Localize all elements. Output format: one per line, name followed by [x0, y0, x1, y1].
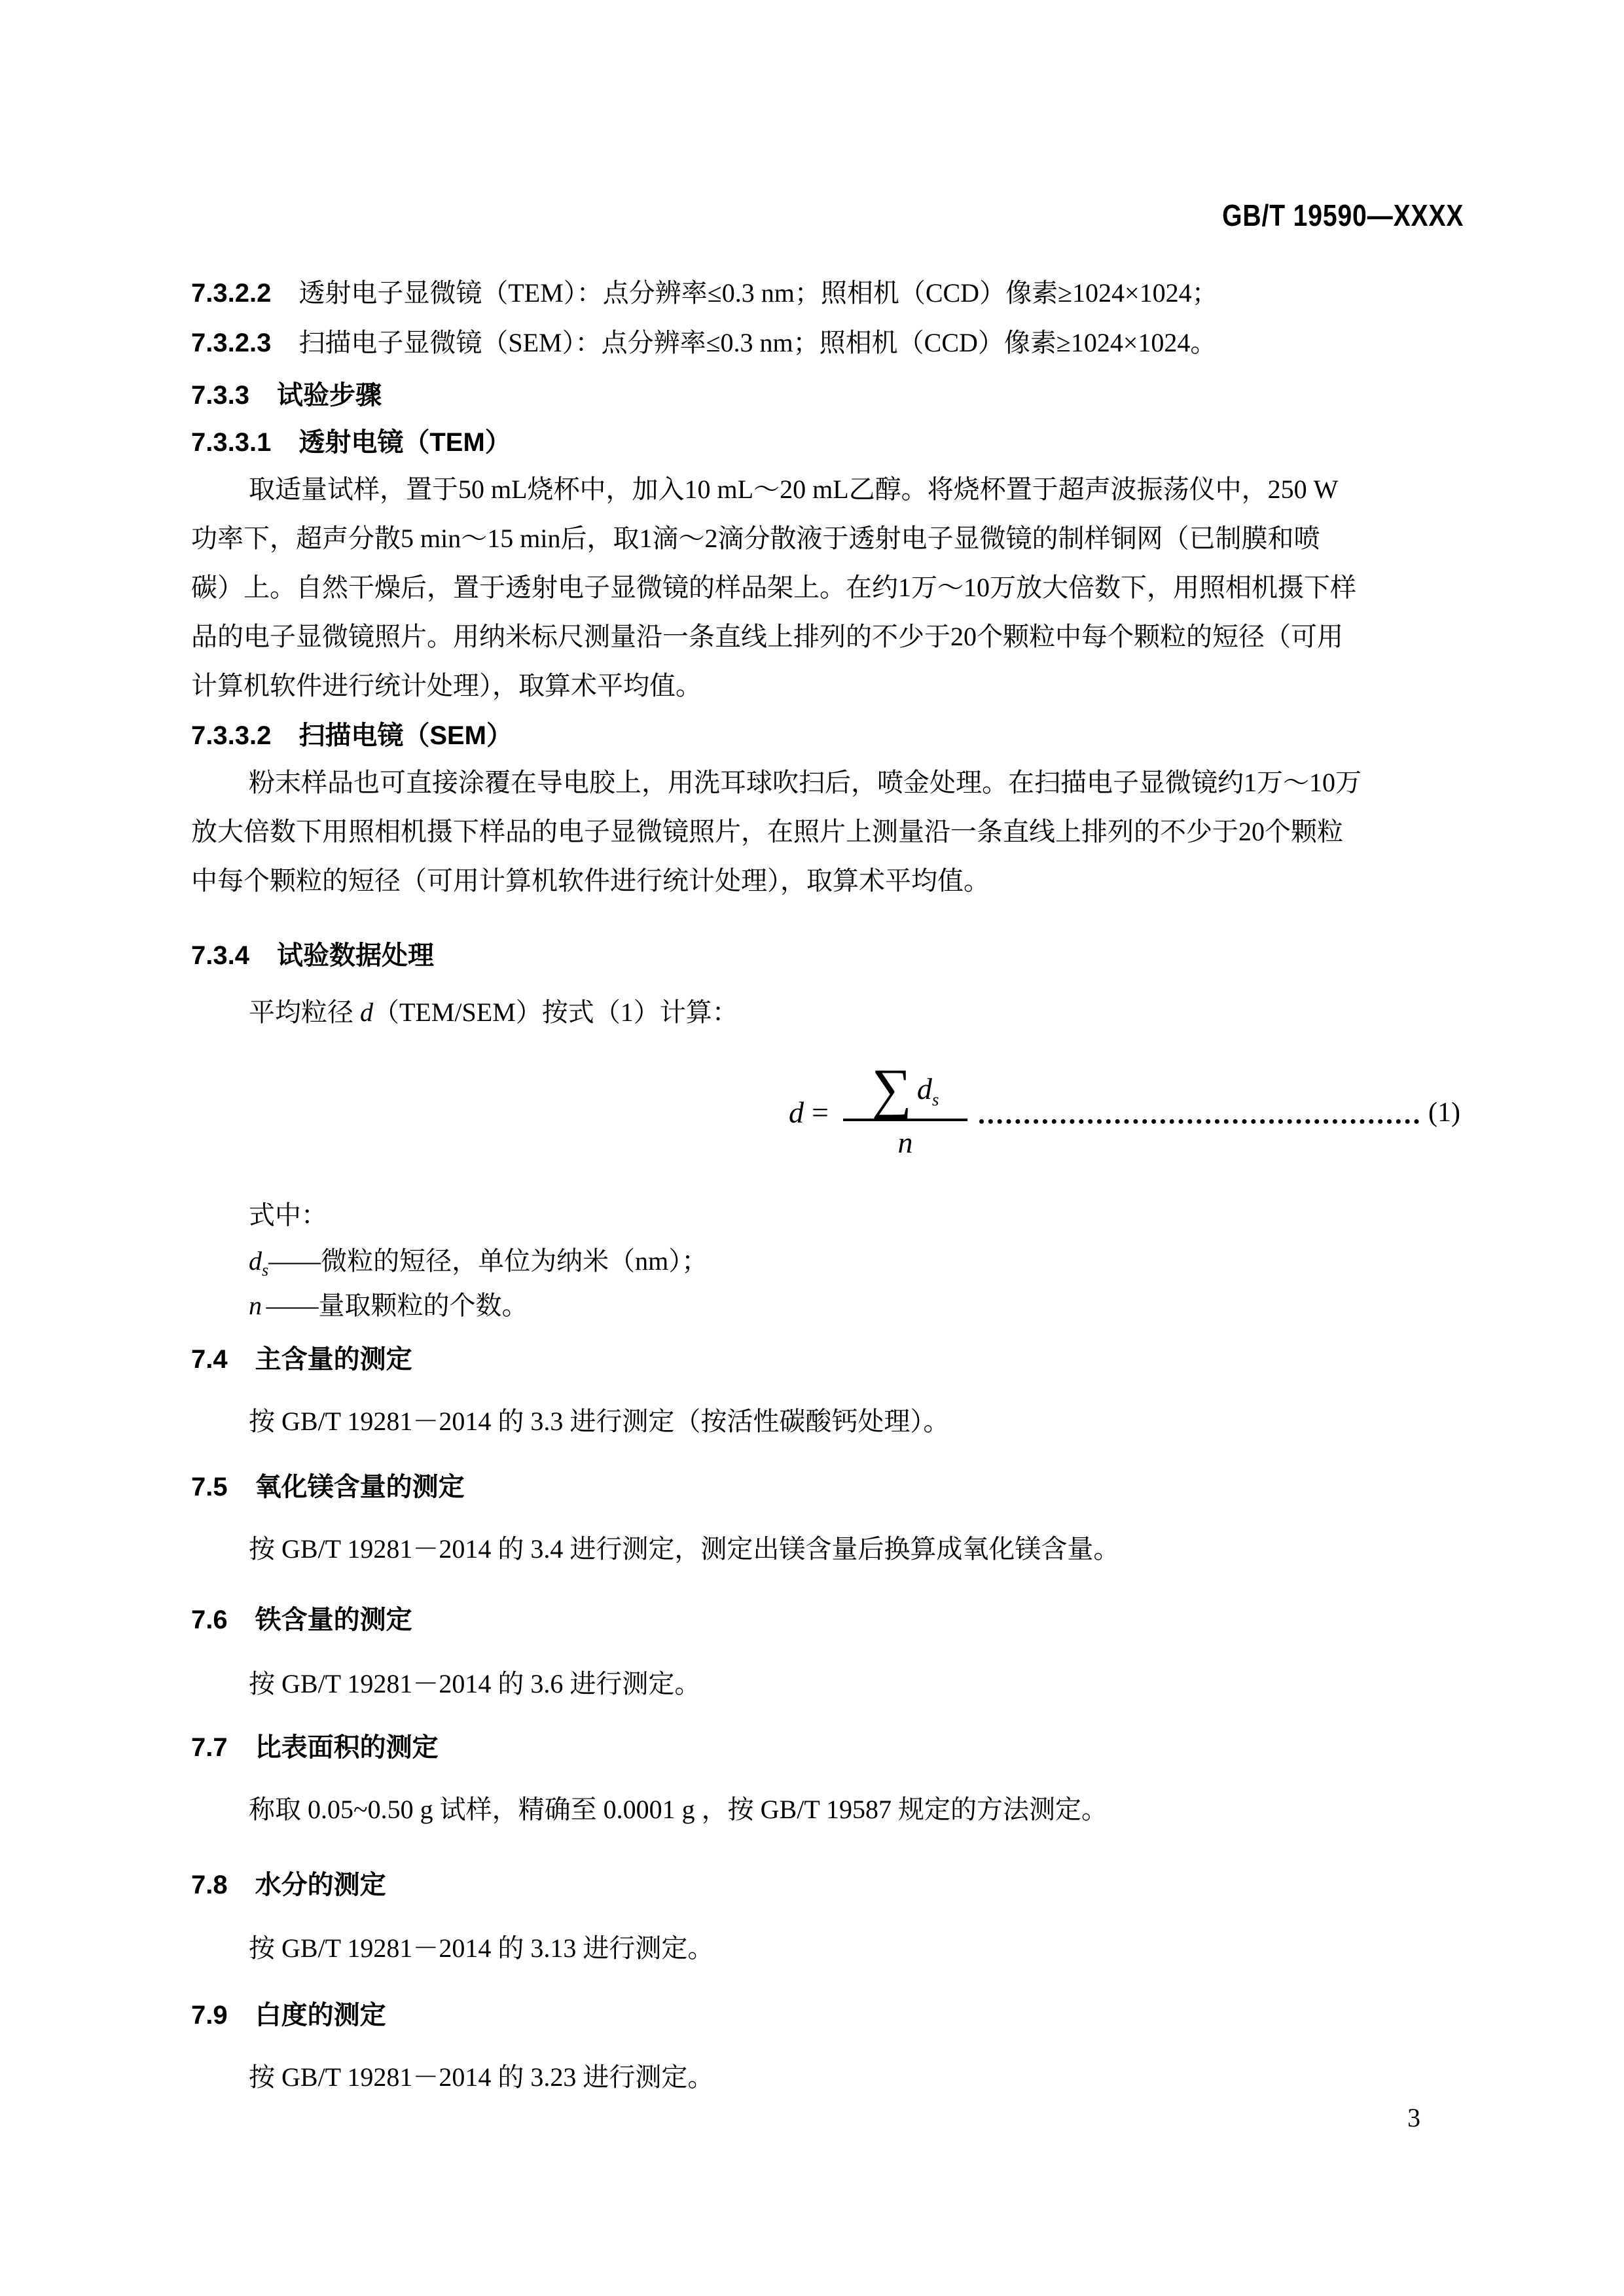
paragraph-line: 品的电子显微镜照片。用纳米标尺测量沿一条直线上排列的不少于20个颗粒中每个颗粒的短径（可用	[191, 622, 1343, 651]
heading-title: 水分的测定	[255, 1871, 386, 1899]
heading-number: 7.9	[191, 2001, 228, 2030]
heading-number: 7.3.3.2	[191, 721, 272, 750]
clause-text: 透射电子显微镜（TEM）：点分辨率≤0.3 nm；照相机（CCD）像素≥1024×1024；	[298, 278, 1218, 308]
symbol-n	[249, 1291, 266, 1320]
paragraph-line: 计算机软件进行统计处理），取算术平均值。	[191, 671, 702, 700]
definition-text: 量取颗粒的个数。	[318, 1291, 528, 1320]
symbol-ds	[249, 1246, 269, 1280]
heading-number: 7.4	[191, 1345, 228, 1374]
definition-dash: ——	[268, 1246, 321, 1276]
paragraph-7-6: 按 GB/T 19281－2014 的 3.6 进行测定。	[249, 1669, 701, 1698]
dotted-leader	[979, 1119, 1419, 1124]
paragraph-line: 功率下，超声分散5 min～15 min后，取1滴～2滴分散液于透射电子显微镜的制样铜网（已制膜和喷	[191, 524, 1320, 553]
heading-title: 透射电镜（TEM）	[298, 428, 511, 457]
heading-title: 试验步骤	[276, 381, 382, 410]
heading-7-6	[191, 1604, 412, 1636]
heading-title: 试验数据处理	[276, 941, 434, 970]
fraction-denominator: n	[897, 1125, 913, 1159]
heading-7-3-3-2	[191, 720, 513, 751]
heading-7-3-4	[191, 940, 434, 971]
doc-number-header: GB/T 19590—XXXX	[1221, 198, 1464, 232]
equals-sign: =	[812, 1096, 829, 1129]
paragraph-7-9: 按 GB/T 19281－2014 的 3.23 进行测定。	[249, 2062, 714, 2092]
paragraph-line: 粉末样品也可直接涂覆在导电胶上，用洗耳球吹扫后，喷金处理。在扫描电子显微镜约1万～10万	[249, 768, 1362, 797]
formula-intro-suffix: （TEM/SEM）按式（1）计算：	[373, 997, 738, 1027]
heading-number: 7.3.3.1	[191, 428, 272, 457]
heading-7-3-3	[191, 380, 382, 411]
heading-7-8	[191, 1869, 386, 1901]
heading-7-3-3-1	[191, 427, 511, 458]
heading-title: 扫描电镜（SEM）	[298, 721, 513, 750]
clause-7-3-2-2	[191, 278, 1218, 309]
clause-number: 7.3.2.2	[191, 279, 272, 308]
heading-7-9	[191, 2000, 386, 2031]
heading-title: 氧化镁含量的测定	[255, 1473, 465, 1501]
paragraph-line: 碳）上。自然干燥后，置于透射电子显微镜的样品架上。在约1万～10万放大倍数下，用照相机摄下样	[191, 573, 1356, 602]
formula-lhs: d	[789, 1096, 804, 1129]
paragraph-7-5: 按 GB/T 19281－2014 的 3.4 进行测定，测定出镁含量后换算成氧化镁含量。	[249, 1534, 1120, 1564]
definition-n	[249, 1290, 528, 1331]
paragraph-line: 放大倍数下用照相机摄下样品的电子显微镜照片，在照片上测量沿一条直线上排列的不少于20个颗粒	[191, 817, 1343, 846]
variable-d: d	[249, 1246, 262, 1276]
heading-number: 7.6	[191, 1605, 228, 1634]
heading-7-5	[191, 1471, 465, 1503]
definition-text: 微粒的短径，单位为纳米（nm）；	[321, 1246, 708, 1276]
paragraph-7-8: 按 GB/T 19281－2014 的 3.13 进行测定。	[249, 1933, 714, 1963]
sum-icon: ∑	[871, 1057, 912, 1121]
heading-7-7	[191, 1732, 439, 1763]
heading-number: 7.5	[191, 1473, 228, 1501]
heading-number: 7.3.4	[191, 941, 249, 970]
where-label: 式中：	[249, 1200, 327, 1230]
heading-number: 7.7	[191, 1733, 228, 1762]
page-number: 3	[1407, 2103, 1420, 2132]
heading-title: 比表面积的测定	[255, 1733, 439, 1762]
variable-d: d	[916, 1072, 932, 1106]
paragraph-line: 中每个颗粒的短径（可用计算机软件进行统计处理），取算术平均值。	[191, 866, 990, 895]
heading-title: 白度的测定	[255, 2001, 386, 2030]
heading-number: 7.8	[191, 1871, 228, 1899]
clause-number: 7.3.2.3	[191, 329, 272, 357]
subscript-s: s	[931, 1090, 939, 1110]
heading-number: 7.3.3	[191, 381, 249, 410]
equation-number: (1)	[1428, 1097, 1460, 1128]
heading-title: 铁含量的测定	[255, 1605, 412, 1634]
fraction-bar	[843, 1119, 967, 1121]
formula-intro	[249, 997, 738, 1028]
clause-7-3-2-3	[191, 327, 1216, 359]
clause-text: 扫描电子显微镜（SEM）：点分辨率≤0.3 nm；照相机（CCD）像素≥1024×1024。	[298, 328, 1217, 357]
heading-7-4	[191, 1344, 412, 1375]
definition-dash: ——	[266, 1291, 319, 1320]
paragraph-7-7: 称取 0.05~0.50 g 试样，精确至 0.0001 g ，按 GB/T 19587 规定的方法测定。	[249, 1795, 1108, 1824]
subscript-s: s	[262, 1261, 269, 1280]
numerator-variable	[917, 1071, 939, 1110]
fraction	[843, 1057, 967, 1159]
definition-ds	[249, 1246, 708, 1286]
equation-1	[789, 1055, 1460, 1170]
heading-title: 主含量的测定	[255, 1345, 412, 1374]
paragraph-7-4: 按 GB/T 19281－2014 的 3.3 进行测定（按活性碳酸钙处理）。	[249, 1407, 950, 1436]
fraction-numerator	[864, 1057, 947, 1121]
paragraph-line: 取适量试样，置于50 mL烧杯中，加入10 mL～20 mL乙醇。将烧杯置于超声波振荡仪中，250 W	[249, 475, 1339, 504]
variable-n: n	[249, 1291, 262, 1320]
variable-d: d	[360, 997, 373, 1027]
formula-intro-prefix: 平均粒径	[249, 997, 360, 1027]
